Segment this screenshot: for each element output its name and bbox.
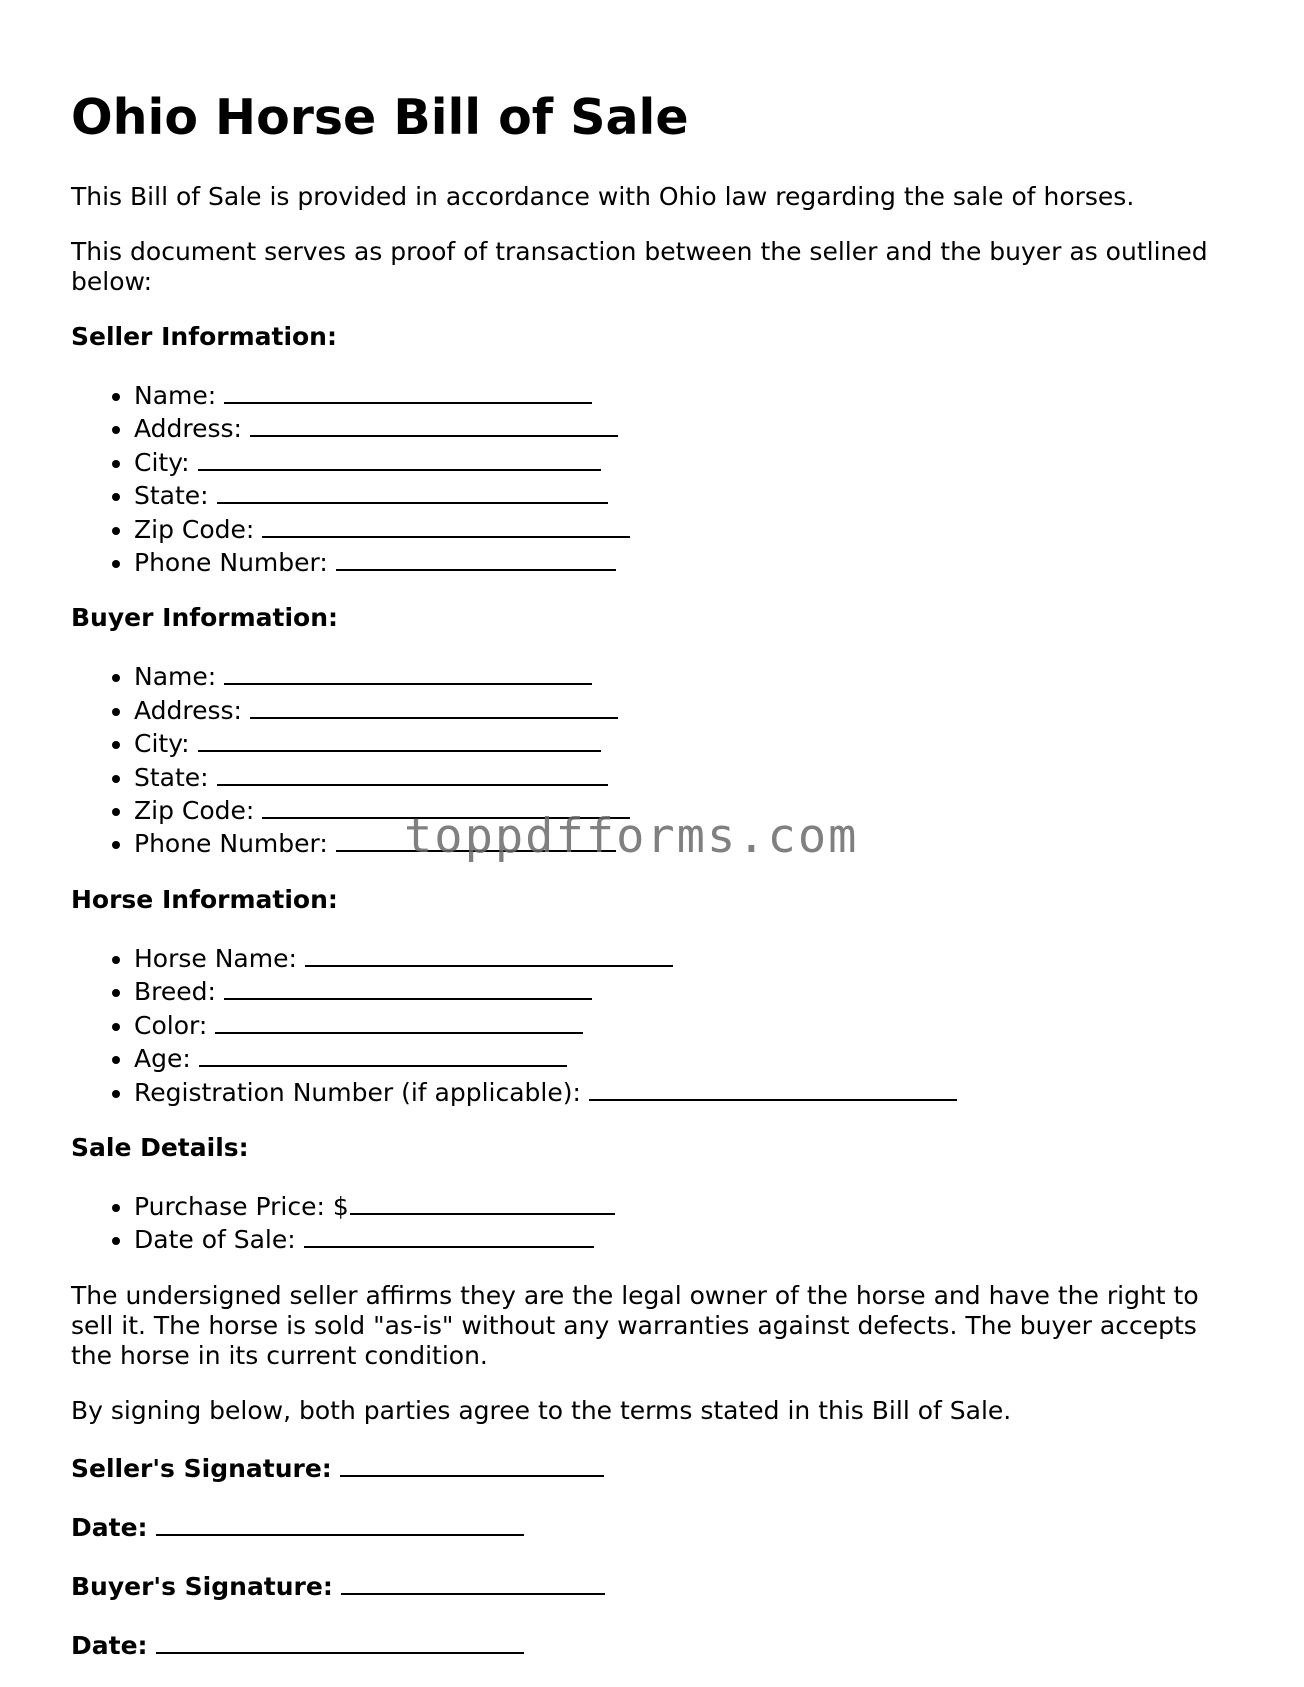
- horse-name-blank[interactable]: [305, 941, 673, 967]
- seller-address-blank[interactable]: [250, 411, 618, 437]
- seller-date-line: Date:: [71, 1510, 1241, 1543]
- horse-heading: Horse Information:: [71, 884, 338, 914]
- buyer-name-field: • Name:: [134, 659, 1241, 692]
- buyer-date-blank[interactable]: [156, 1628, 524, 1654]
- horse-fields-list: [71, 941, 1241, 1108]
- intro-paragraph: This Bill of Sale is provided in accordance with Ohio law regarding the sale of horses.: [71, 182, 1135, 211]
- purchase-price-field: • Purchase Price: $: [134, 1189, 1241, 1222]
- date-of-sale-field: • Date of Sale:: [134, 1222, 1241, 1255]
- seller-city-blank[interactable]: [198, 445, 601, 471]
- horse-breed-field: • Breed:: [134, 974, 1241, 1007]
- seller-state-field: • State:: [134, 478, 1241, 511]
- horse-age-blank[interactable]: [199, 1041, 567, 1067]
- buyer-zip-field: • Zip Code:: [134, 793, 1241, 826]
- watermark: toppdfforms.com: [404, 809, 859, 864]
- seller-heading: Seller Information:: [71, 322, 337, 351]
- seller-city-field: • City:: [134, 445, 1241, 478]
- seller-zip-field: • Zip Code:: [134, 512, 1241, 545]
- horse-registration-blank[interactable]: [589, 1075, 957, 1101]
- purchase-price-blank[interactable]: [350, 1189, 615, 1215]
- purpose-paragraph: This document serves as proof of transaction between the seller and the buyer as outlined below:: [71, 237, 1208, 296]
- buyer-city-field: • City:: [134, 726, 1241, 759]
- horse-registration-field: • Registration Number (if applicable):: [134, 1075, 1241, 1108]
- seller-phone-blank[interactable]: [336, 545, 616, 571]
- seller-phone-field: • Phone Number:: [134, 545, 1241, 578]
- horse-color-blank[interactable]: [215, 1008, 583, 1034]
- buyer-date-line: Date:: [71, 1628, 1241, 1661]
- buyer-state-blank[interactable]: [217, 760, 608, 786]
- buyer-city-blank[interactable]: [198, 726, 601, 752]
- buyer-phone-field: • Phone Number:: [134, 826, 1241, 859]
- horse-age-field: • Age:: [134, 1041, 1241, 1074]
- buyer-heading: Buyer Information:: [71, 603, 339, 633]
- buyer-address-blank[interactable]: [250, 693, 618, 719]
- seller-fields-list: [71, 378, 1241, 578]
- buyer-signature-blank[interactable]: [341, 1569, 605, 1595]
- buyer-state-field: • State:: [134, 760, 1241, 793]
- seller-zip-blank[interactable]: [262, 512, 630, 538]
- seller-address-field: • Address:: [134, 411, 1241, 444]
- seller-state-blank[interactable]: [217, 478, 608, 504]
- horse-breed-blank[interactable]: [224, 974, 592, 1000]
- agreement-paragraph: By signing below, both parties agree to the terms stated in this Bill of Sale.: [71, 1395, 1012, 1425]
- sale-fields-list: [71, 1189, 1241, 1256]
- page-title: Ohio Horse Bill of Sale: [71, 89, 689, 146]
- buyer-address-field: • Address:: [134, 693, 1241, 726]
- buyer-name-blank[interactable]: [224, 659, 592, 685]
- sale-heading: Sale Details:: [71, 1132, 249, 1162]
- horse-color-field: • Color:: [134, 1008, 1241, 1041]
- date-of-sale-blank[interactable]: [304, 1222, 594, 1248]
- buyer-signature-line: Buyer's Signature:: [71, 1569, 1241, 1602]
- seller-signature-blank[interactable]: [340, 1451, 604, 1477]
- seller-date-blank[interactable]: [156, 1510, 524, 1536]
- seller-name-blank[interactable]: [224, 378, 592, 404]
- seller-signature-line: Seller's Signature:: [71, 1451, 1241, 1484]
- horse-name-field: • Horse Name:: [134, 941, 1241, 974]
- seller-name-field: • Name:: [134, 378, 1241, 411]
- bill-of-sale-document: [71, 88, 1241, 1687]
- affirmation-paragraph: The undersigned seller affirms they are the legal owner of the horse and have the right to sell it. The horse is sold "as-is" without any warranties against defects. The buyer accepts the horse in its current condition.: [71, 1280, 1199, 1370]
